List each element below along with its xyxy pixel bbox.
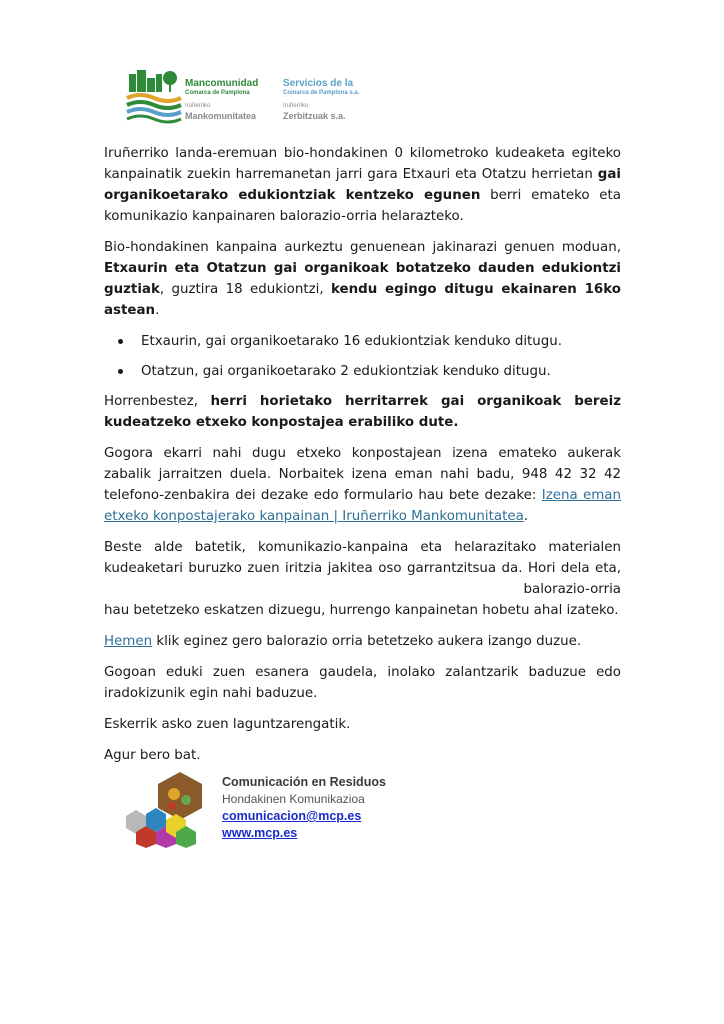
signature-block [122, 770, 422, 850]
letter-body [104, 143, 621, 776]
logo-text-mancomunidad: Mancomunidad Comarca de Pamplona Iruñerriko Mankomunitatea [185, 78, 259, 121]
paragraph-intro: Iruñerriko landa-eremuan bio-hondakinen 0 kilometroko kudeaketa egiteko kanpainatik zuekin harremanetan jarri gara Etxauri eta Otatzu herrietan gai organikoetarako edukiontziak kentzeko egunen berri emateko eta komunikazio kanpainaren balorazio-orria helarazteko. [104, 146, 621, 224]
bullet-list [104, 331, 621, 382]
paragraph-registration: Gogora ekarri nahi dugu etxeko konpostajean izena emateko aukerak zabalik jarraitzen duela. Norbaitek izena eman nahi badu, 948 42 32 42 telefono-zenbakira dei dezake edo formulario hau bete dezake: Izena eman etxeko konpostajerako kanpainan | Iruñerriko Mankomunitatea. [104, 446, 621, 524]
paragraph-closing: Agur bero bat. [104, 748, 201, 763]
email-link[interactable]: comunicacion@mcp.es [222, 809, 362, 823]
logo-text-servicios: Servicios de la Comarca de Pamplona s.a. Iruñerriko Zerbitzuak s.a. [283, 78, 360, 121]
list-item: Etxaurin, gai organikoetarako 16 edukiontziak kenduko ditugu. [104, 331, 621, 352]
paragraph-survey-link: Hemen klik eginez gero balorazio orria betetzeko aukera izango duzue. [104, 634, 582, 649]
list-item: Otatzun, gai organikoetarako 2 edukiontziak kenduko ditugu. [104, 361, 621, 382]
registration-link[interactable]: Izena eman etxeko konpostajerako kanpainan | Iruñerriko Mankomunitatea [104, 488, 621, 524]
paragraph-container-removal: Bio-hondakinen kanpaina aurkeztu genuenean jakinarazi genuen moduan, Etxaurin eta Otatzun gai organikoak botatzeko dauden edukiontzi guztiak, guztira 18 edukiontzi, kendu egingo ditugu ekainaren 16ko astean. [104, 240, 621, 318]
paragraph-thanks: Eskerrik asko zuen laguntzarengatik. [104, 717, 351, 732]
signature-title: Comunicación en Residuos [222, 775, 386, 789]
survey-link[interactable]: Hemen [104, 634, 153, 649]
header-logo [125, 68, 385, 128]
paragraph-home-composting: Horrenbestez, herri horietako herritarrek gai organikoak bereiz kudeatzeko etxeko konpostajea erabiliko dute. [104, 394, 622, 430]
website-link[interactable]: www.mcp.es [222, 826, 298, 840]
paragraph-feedback-request: Beste alde batetik, komunikazio-kanpaina eta helarazitako materialen kudeaketari buruzko zuen iritzia jakitea oso garrantzitsua da. Hori dela eta, balorazio-orria hau betetzeko eskatzen dizuegu, hurrengo kanpainetan hobetu ahal izateko. [104, 540, 621, 618]
signature-text [222, 774, 386, 842]
signature-subtitle: Hondakinen Komunikazioa [222, 792, 365, 806]
waste-communication-logo-icon [122, 770, 212, 848]
mancomunidad-logo-icon [125, 68, 183, 126]
paragraph-contact: Gogoan eduki zuen esanera gaudela, inolako zalantzarik baduzue edo iradokizunik egin nahi baduzue. [104, 665, 621, 701]
